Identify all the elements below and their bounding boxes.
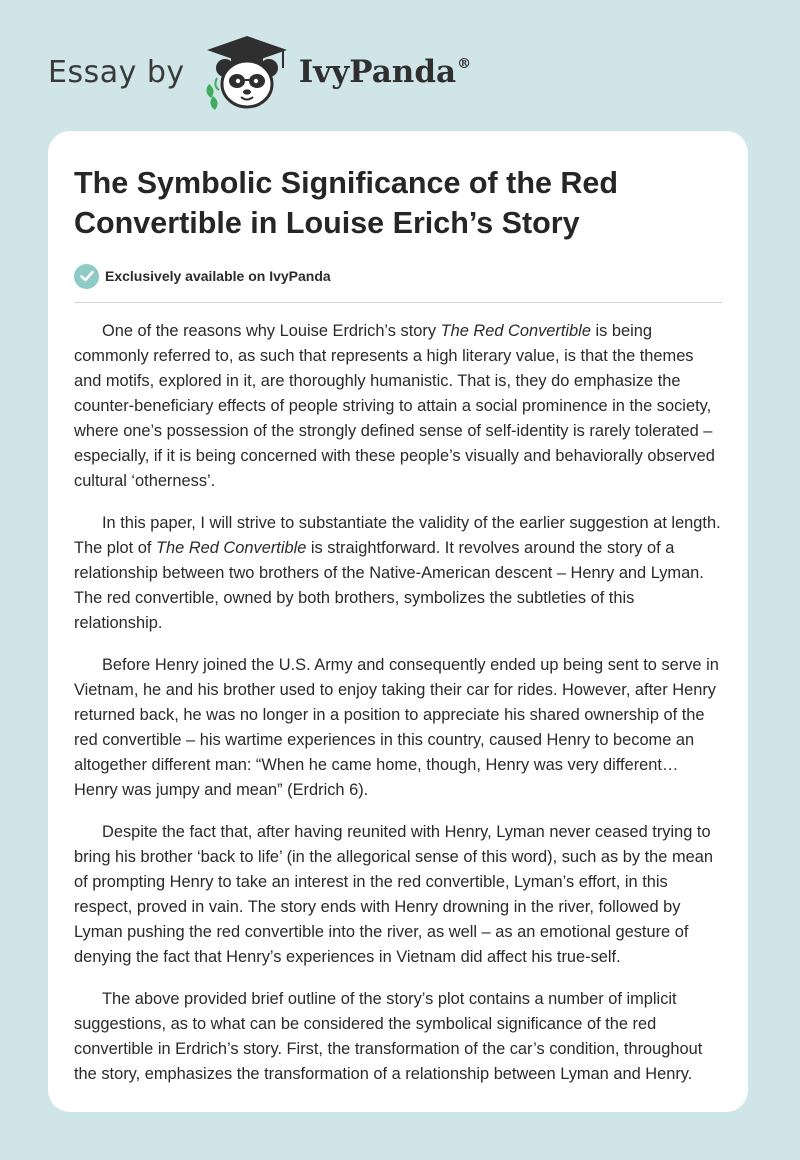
text-run: is straightforward. It revolves around the story of a relationship between two brothers of the Native-American descent – Henry and Lyman. The red convertible, owned by both brothers, symbolizes the subtleties of this relationship. — [74, 539, 704, 632]
brand-name: IvyPanda® — [298, 54, 472, 90]
checkmark-icon — [74, 264, 99, 289]
italic-title-run: The Red Convertible — [156, 539, 307, 557]
text-run: One of the reasons why Louise Erdrich’s story — [102, 322, 441, 340]
essay-paragraph — [74, 511, 724, 636]
text-run: The above provided brief outline of the story’s plot contains a number of implicit suggestions, as to what can be considered the symbolical significance of the red convertible in Erdrich’s story. First, the transformation of the car’s condition, throughout the story, emphasizes the transformation of a relationship between Lyman and Henry. — [74, 990, 703, 1083]
panda-logo-icon — [201, 32, 293, 112]
essay-by-label: Essay by — [48, 54, 185, 90]
registered-mark: ® — [457, 56, 472, 72]
essay-title: The Symbolic Significance of the Red Convertible in Louise Erich’s Story — [74, 166, 619, 240]
essay-paragraph — [74, 987, 724, 1087]
essay-card — [48, 131, 748, 1112]
badge-label: Exclusively available on IvyPanda — [105, 268, 331, 284]
italic-title-run: The Red Convertible — [440, 322, 591, 340]
essay-paragraph — [74, 820, 724, 970]
text-run: In this paper, I will strive to substantiate the validity of the earlier suggestion at length. The plot of — [74, 514, 721, 557]
divider — [74, 302, 722, 303]
text-run: is being commonly referred to, as such that represents a high literary value, is that the themes and motifs, explored in it, are thoroughly humanistic. That is, they do emphasize the counter-beneficiary effects of people striving to attain a social prominence in the society, where one’s possession of the strongly defined sense of self-identity is rarely tolerated – especially, if it is being concerned with these people’s visually and behaviorally observed cultural ‘otherness’. — [74, 322, 715, 490]
essay-body — [74, 319, 724, 1087]
essay-paragraph — [74, 653, 724, 803]
text-run: Before Henry joined the U.S. Army and consequently ended up being sent to serve in Vietnam, he and his brother used to enjoy taking their car for rides. However, after Henry returned back, he was no longer in a position to appreciate his shared ownership of the red convertible – his wartime experiences in this country, caused Henry to become an altogether different man: “When he came home, though, Henry was very different… Henry was jumpy and mean” (Erdrich 6). — [74, 656, 719, 799]
exclusive-badge — [74, 263, 722, 289]
essay-paragraph — [74, 319, 724, 494]
text-run: Despite the fact that, after having reunited with Henry, Lyman never ceased trying to bring his brother ‘back to life’ (in the allegorical sense of this word), such as by the mean of prompting Henry to take an interest in the red convertible, Lyman’s effort, in this respect, proved in vain. The story ends with Henry drowning in the river, followed by Lyman pushing the red convertible into the river, as well – as an emotional gesture of denying the fact that Henry’s experiences in Vietnam did affect his true-self. — [74, 823, 713, 966]
site-header — [48, 32, 471, 112]
